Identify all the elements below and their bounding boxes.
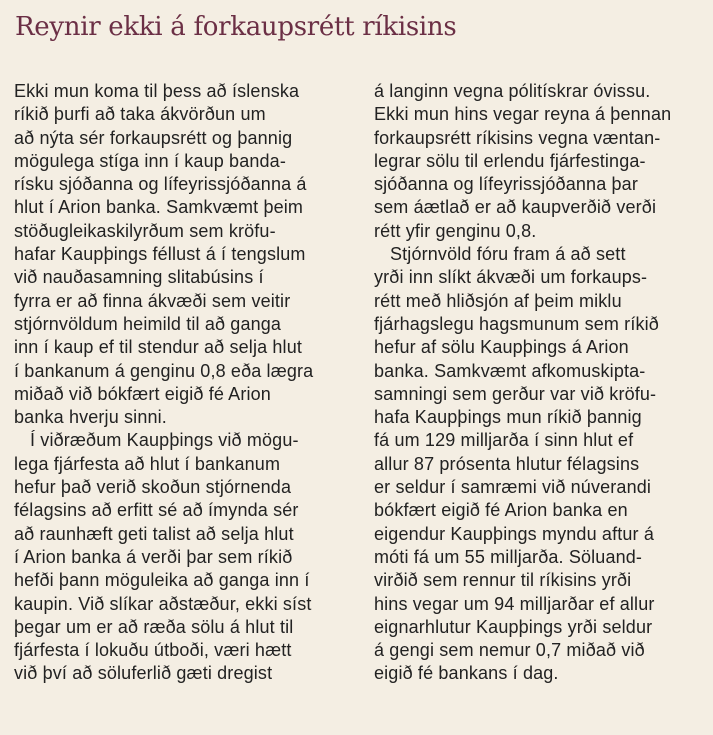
text-line: við því að söluferlið gæti dregist — [14, 663, 273, 684]
text-line: samningi sem gerður var við kröfu- — [374, 383, 657, 404]
text-line: miðað við bókfært eigið fé Arion — [14, 383, 271, 404]
text-line: á langinn vegna pólitískrar óvissu. — [374, 81, 651, 101]
text-line: hlut í Arion banka. Samkvæmt þeim — [14, 197, 304, 218]
text-line: fjárfesta í lokuðu útboði, væri hætt — [14, 640, 292, 661]
text-line: mögulega stíga inn í kaup banda- — [14, 150, 286, 171]
text-line: fjárhagslegu hagsmunum sem ríkið — [374, 313, 659, 334]
text-line: þegar um er að ræða sölu á hlut til — [14, 616, 294, 637]
text-line: sjóðanna og lífeyrissjóðanna þar — [374, 174, 638, 195]
text-line: við nauðasamning slitabúsins í — [14, 267, 264, 288]
text-line: inn í kaup ef til stendur að selja hlut — [14, 337, 303, 358]
text-line: yrði inn slíkt ákvæði um forkaups- — [374, 267, 648, 288]
text-line: rétt með hliðsjón af þeim miklu — [374, 290, 622, 311]
text-line: Stjórnvöld fóru fram á að sett — [390, 244, 626, 265]
text-line: í bankanum á genginu 0,8 eða lægra — [14, 360, 314, 381]
text-line: ríkið þurfi að taka ákvörðun um — [14, 104, 266, 125]
text-line: eigendur Kaupþings myndu aftur á — [374, 523, 654, 544]
text-line: legrar sölu til erlendu fjárfestinga- — [374, 150, 646, 171]
text-line: fyrra er að finna ákvæði sem veitir — [14, 290, 291, 311]
text-line: Ekki mun koma til þess að íslenska — [14, 81, 300, 101]
text-line: eignarhlutur Kaupþings yrði seldur — [374, 616, 653, 637]
text-line: kaupin. Við slíkar aðstæður, ekki síst — [14, 593, 312, 614]
text-line: að raunhæft geti talist að selja hlut — [14, 523, 294, 544]
text-line: Ekki mun hins vegar reyna á þennan — [374, 104, 672, 125]
text-line: sem áætlað er að kaupverðið verði — [374, 197, 657, 218]
text-line: í Arion banka á verði þar sem ríkið — [14, 546, 293, 567]
text-line: banka hverju sinni. — [14, 407, 167, 428]
text-line: rísku sjóðanna og lífeyrissjóðanna á — [14, 174, 307, 195]
text-line: Í viðræðum Kaupþings við mögu- — [30, 430, 299, 451]
text-line: stöðugleikaskilyrðum sem kröfu- — [14, 220, 276, 241]
right-column — [374, 80, 704, 720]
text-line: hafar Kaupþings féllust á í tengslum — [14, 244, 306, 265]
text-line: fá um 129 milljarða í sinn hlut ef — [374, 430, 634, 451]
text-line: bókfært eigið fé Arion banka en — [374, 500, 628, 521]
text-line: hefur af sölu Kaupþings á Arion — [374, 337, 629, 358]
text-line: hafa Kaupþings mun ríkið þannig — [374, 407, 642, 428]
text-line: forkaupsrétt ríkisins vegna væntan- — [374, 127, 661, 148]
text-line: móti fá um 55 milljarða. Söluand- — [374, 546, 643, 567]
text-line: hefur það verið skoðun stjórnenda — [14, 477, 292, 498]
text-line: stjórnvöldum heimild til að ganga — [14, 313, 282, 334]
text-line: hins vegar um 94 milljarðar ef allur — [374, 593, 655, 614]
text-line: lega fjárfesta að hlut í bankanum — [14, 453, 281, 474]
text-line: banka. Samkvæmt afkomuskipta- — [374, 360, 646, 381]
text-line: á gengi sem nemur 0,7 miðað við — [374, 640, 645, 661]
text-line: eigið fé bankans í dag. — [374, 663, 559, 684]
text-line: allur 87 prósenta hlutur félagsins — [374, 453, 640, 474]
article-body — [14, 80, 704, 720]
text-line: rétt yfir genginu 0,8. — [374, 220, 537, 241]
text-line: að nýta sér forkaupsrétt og þannig — [14, 127, 293, 148]
text-line: virðið sem rennur til ríkisins yrði — [374, 570, 632, 591]
text-line: er seldur í samræmi við núverandi — [374, 477, 652, 498]
text-line: félagsins að erfitt sé að ímynda sér — [14, 500, 299, 521]
left-column — [14, 80, 334, 720]
text-line: hefði þann möguleika að ganga inn í — [14, 570, 310, 591]
article-headline: Reynir ekki á forkaupsrétt ríkisins — [15, 12, 457, 42]
